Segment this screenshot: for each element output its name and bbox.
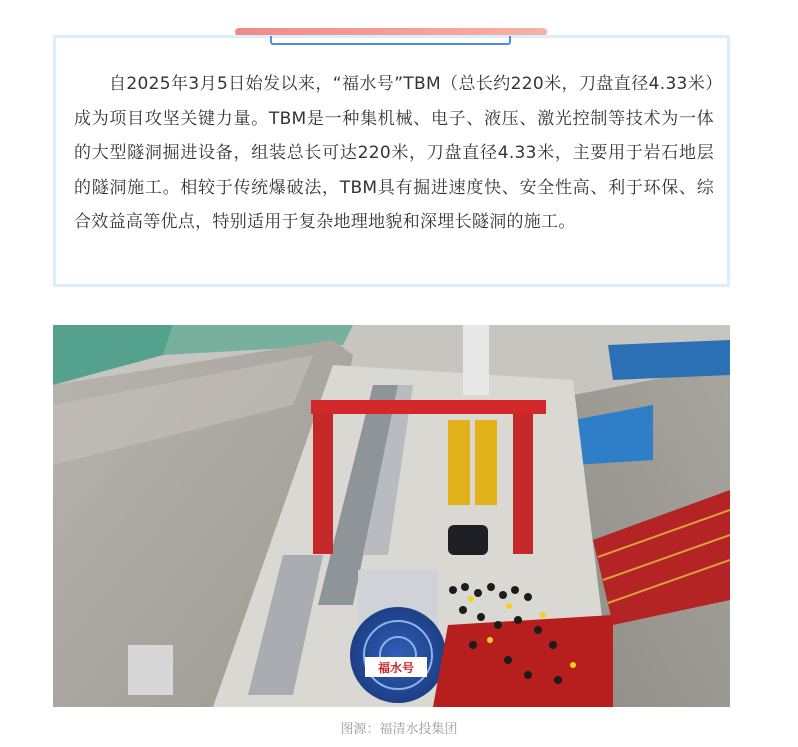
- blue-roof: [608, 340, 730, 380]
- site-cabin: [128, 645, 173, 695]
- yellow-rail: [475, 420, 497, 505]
- photo-caption: 图源：福清水投集团: [340, 722, 458, 737]
- photo-illustration: [53, 325, 730, 707]
- decorative-bracket: [270, 36, 511, 45]
- red-carpet: [433, 615, 613, 707]
- tbm-sign-text: 福水号: [377, 661, 415, 675]
- red-gantry-leg: [513, 414, 533, 554]
- red-gantry-leg: [313, 414, 333, 554]
- article-paragraph: 自2025年3月5日始发以来，“福水号”TBM（总长约220米，刀盘直径4.33米）成为项目攻坚关键力量。TBM是一种集机械、电子、液压、激光控制等技术为一体的大型隧洞掘进设备，组装总长可达220米，刀盘直径4.33米，主要用于岩石地层的隧洞施工。相较于传统爆破法，TBM具有掘进速度快、安全性高、利于环保、综合效益高等优点，特别适用于复杂地理地貌和深埋长隧洞的施工。: [74, 74, 714, 233]
- red-gantry-beam: [311, 400, 546, 414]
- tbm-site-photo: [53, 325, 730, 707]
- black-car: [448, 525, 488, 555]
- yellow-rail: [448, 420, 470, 505]
- silo-tower: [463, 325, 489, 395]
- article-text-box: [53, 35, 730, 287]
